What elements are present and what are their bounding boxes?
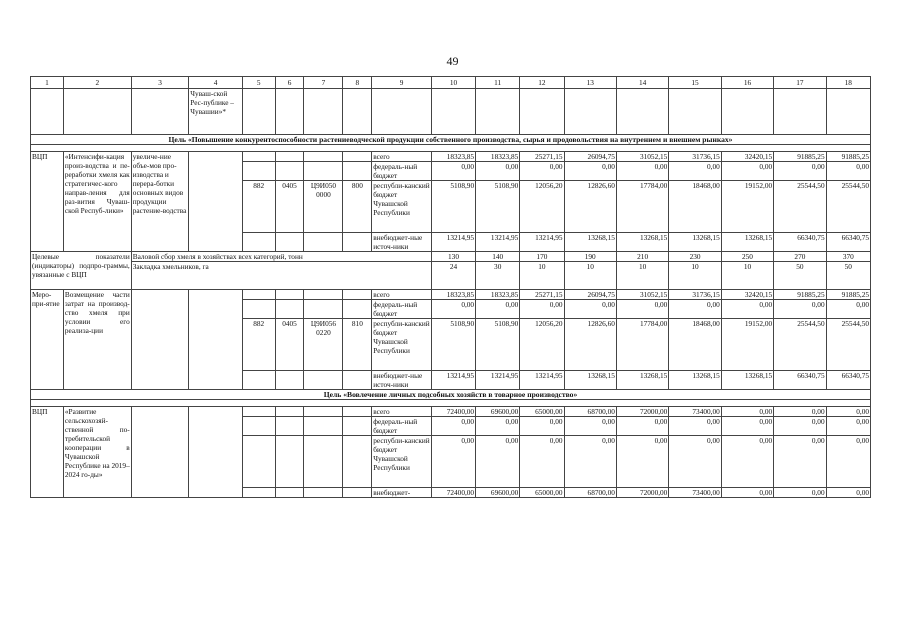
value-cell: 18468,00	[669, 181, 721, 233]
block1-result: увеличе-ние объе-мов про-изводства и перера-ботки основных видов продукции растение-водства	[131, 152, 189, 252]
value-cell: 13268,15	[564, 233, 616, 252]
value-cell: 18323,85	[431, 290, 475, 300]
value-cell: 13268,15	[616, 233, 668, 252]
source-label: федераль-ный бюджет	[372, 162, 432, 181]
value-cell: 0,00	[616, 162, 668, 181]
indicator-name: Закладка хмельников, га	[131, 262, 431, 290]
value-cell: 66340,75	[774, 233, 826, 252]
column-number-cell: 15	[669, 77, 721, 89]
column-number-cell: 1	[31, 77, 64, 89]
value-cell: 0,00	[616, 300, 668, 319]
value-cell: 0,00	[669, 436, 721, 488]
value-cell: 17784,00	[616, 319, 668, 371]
value-cell: 91885,25	[774, 152, 826, 162]
column-number-cell: 16	[721, 77, 773, 89]
value-cell: 0,00	[774, 162, 826, 181]
value-cell: 26094,75	[564, 152, 616, 162]
value-cell: 170	[520, 252, 564, 262]
value-cell: 0,00	[774, 300, 826, 319]
source-label: федераль-ный бюджет	[372, 417, 432, 436]
value-cell: 10	[721, 262, 773, 290]
value-cell: 30	[476, 262, 520, 290]
value-cell: 31736,15	[669, 152, 721, 162]
source-label: всего	[372, 152, 432, 162]
value-cell: 5108,90	[431, 319, 475, 371]
value-cell: 18323,85	[431, 152, 475, 162]
value-cell: 0,00	[616, 417, 668, 436]
indicator-row	[31, 262, 871, 290]
value-cell: 0,00	[616, 436, 668, 488]
column-number-cell: 11	[476, 77, 520, 89]
value-cell: 5108,90	[476, 319, 520, 371]
value-cell: 25544,50	[826, 181, 870, 233]
value-cell: 12826,60	[564, 181, 616, 233]
column-number-cell: 9	[372, 77, 432, 89]
column-number-cell: 8	[343, 77, 372, 89]
column-number-cell: 18	[826, 77, 870, 89]
value-cell: 0,00	[520, 162, 564, 181]
block3-row-total	[31, 407, 871, 417]
value-cell: 10	[669, 262, 721, 290]
value-cell: 12056,20	[520, 181, 564, 233]
value-cell: 13214,95	[476, 233, 520, 252]
value-cell: 13268,15	[564, 371, 616, 390]
value-cell: 0,00	[826, 436, 870, 488]
value-cell: 73400,00	[669, 488, 721, 498]
goal-row	[31, 135, 871, 145]
value-cell: 0,00	[520, 417, 564, 436]
value-cell: 12826,60	[564, 319, 616, 371]
value-cell: 24	[431, 262, 475, 290]
value-cell: 91885,25	[774, 290, 826, 300]
value-cell: 0,00	[520, 436, 564, 488]
source-label: федераль-ный бюджет	[372, 300, 432, 319]
value-cell: 50	[774, 262, 826, 290]
value-cell: 66340,75	[826, 371, 870, 390]
value-cell: 66340,75	[774, 371, 826, 390]
block3-type: ВЦП	[31, 407, 64, 498]
value-cell: 26094,75	[564, 290, 616, 300]
value-cell: 0,00	[476, 417, 520, 436]
value-cell: 250	[721, 252, 773, 262]
value-cell: 13214,95	[476, 371, 520, 390]
value-cell: 25544,50	[774, 181, 826, 233]
block2-type: Меро-при-ятие	[31, 290, 64, 390]
value-cell: 68700,00	[564, 488, 616, 498]
value-cell: 31736,15	[669, 290, 721, 300]
value-cell: 0,00	[826, 300, 870, 319]
value-cell: 0,00	[669, 162, 721, 181]
table-body	[31, 77, 871, 498]
source-label: республи-канский бюджет Чувашской Республики	[372, 319, 432, 371]
column-number-cell: 10	[431, 77, 475, 89]
indicator-name: Валовой сбор хмеля в хозяйствах всех категорий, тонн	[131, 252, 431, 262]
column-number-cell: 5	[242, 77, 275, 89]
value-cell: 25544,50	[774, 319, 826, 371]
value-cell: 72000,00	[616, 407, 668, 417]
csr-code: Ц9И056 0220	[304, 319, 343, 371]
value-cell: 0,00	[431, 300, 475, 319]
value-cell: 0,00	[476, 436, 520, 488]
column-number-cell: 3	[131, 77, 189, 89]
goal-heading-2: Цель «Вовлечение личных подсобных хозяйств в товарное производство»	[31, 390, 871, 400]
value-cell: 0,00	[564, 162, 616, 181]
value-cell: 68700,00	[564, 407, 616, 417]
value-cell: 0,00	[564, 436, 616, 488]
budget-table	[30, 76, 871, 498]
value-cell: 0,00	[774, 488, 826, 498]
value-cell: 0,00	[564, 300, 616, 319]
value-cell: 0,00	[476, 300, 520, 319]
value-cell: 91885,25	[826, 152, 870, 162]
goal-heading-1: Цель «Повышение конкурентоспособности растениеводческой продукции собственного производства, сырья и продовольствия на внутреннем и внешнем рынках»	[31, 135, 871, 145]
value-cell: 10	[520, 262, 564, 290]
value-cell: 72400,00	[431, 407, 475, 417]
value-cell: 0,00	[774, 407, 826, 417]
column-number-cell: 2	[63, 77, 131, 89]
value-cell: 210	[616, 252, 668, 262]
block1-name: «Интенсифи-кация произ-водства и пе-реработки хмеля как стратегичес-кого направ-ления для раз-вития Чуваш-ской Респуб-лики»	[63, 152, 131, 252]
block1-type: ВЦП	[31, 152, 64, 252]
value-cell: 31052,15	[616, 152, 668, 162]
vr-code: 810	[343, 319, 372, 371]
value-cell: 13268,15	[616, 371, 668, 390]
value-cell: 0,00	[721, 162, 773, 181]
value-cell: 13268,15	[669, 371, 721, 390]
value-cell: 13268,15	[721, 371, 773, 390]
page-number: 49	[446, 54, 459, 68]
column-number-row	[31, 77, 871, 89]
value-cell: 140	[476, 252, 520, 262]
value-cell: 0,00	[476, 162, 520, 181]
value-cell: 65000,00	[520, 407, 564, 417]
value-cell: 18468,00	[669, 319, 721, 371]
source-label: республи-канский бюджет Чувашской Республики	[372, 436, 432, 488]
source-label: всего	[372, 290, 432, 300]
column-number-cell: 7	[304, 77, 343, 89]
vr-code: 800	[343, 181, 372, 233]
value-cell: 31052,15	[616, 290, 668, 300]
value-cell: 0,00	[826, 162, 870, 181]
source-label: внебюджет-	[372, 488, 432, 498]
column-number-cell: 6	[275, 77, 304, 89]
csr-code: Ц9И050 0000	[304, 181, 343, 233]
value-cell: 13214,95	[431, 371, 475, 390]
value-cell: 50	[826, 262, 870, 290]
value-cell: 0,00	[826, 407, 870, 417]
value-cell: 0,00	[564, 417, 616, 436]
rz-code: 0405	[275, 319, 304, 371]
value-cell: 0,00	[721, 407, 773, 417]
value-cell: 66340,75	[826, 233, 870, 252]
value-cell: 13214,95	[520, 371, 564, 390]
block1-row-total	[31, 152, 871, 162]
value-cell: 0,00	[721, 300, 773, 319]
value-cell: 0,00	[826, 488, 870, 498]
value-cell: 69600,00	[476, 488, 520, 498]
value-cell: 0,00	[826, 417, 870, 436]
value-cell: 0,00	[721, 436, 773, 488]
source-label: республи-канский бюджет Чувашской Республики	[372, 181, 432, 233]
value-cell: 19152,00	[721, 319, 773, 371]
value-cell: 0,00	[721, 488, 773, 498]
grbs-code: 882	[242, 319, 275, 371]
value-cell: 25544,50	[826, 319, 870, 371]
source-label: всего	[372, 407, 432, 417]
block3-name: «Развитие сельскохозяй-ственной по-требительской кооперации в Чувашской Республике на 2019–2024 го-ды»	[63, 407, 131, 498]
value-cell: 0,00	[774, 417, 826, 436]
indicator-row	[31, 252, 871, 262]
value-cell: 270	[774, 252, 826, 262]
value-cell: 130	[431, 252, 475, 262]
value-cell: 0,00	[774, 436, 826, 488]
column-number-cell: 14	[616, 77, 668, 89]
indicators-label: Целевые показатели (индикаторы) подпро-граммы, увязанные с ВЦП	[31, 252, 132, 290]
value-cell: 18323,85	[476, 290, 520, 300]
source-label: внебюджет-ные источ-ники	[372, 371, 432, 390]
block2-name: Возмещение части затрат на производ-ство хмеля при условии его реализа-ции	[63, 290, 131, 390]
grbs-code: 882	[242, 181, 275, 233]
value-cell: 91885,25	[826, 290, 870, 300]
value-cell: 72000,00	[616, 488, 668, 498]
rz-code: 0405	[275, 181, 304, 233]
value-cell: 25271,15	[520, 152, 564, 162]
column-number-cell: 4	[189, 77, 242, 89]
spacer-row	[31, 145, 871, 152]
value-cell: 13268,15	[721, 233, 773, 252]
value-cell: 0,00	[520, 300, 564, 319]
value-cell: 0,00	[669, 417, 721, 436]
value-cell: 18323,85	[476, 152, 520, 162]
value-cell: 0,00	[431, 162, 475, 181]
continuation-row	[31, 89, 871, 135]
value-cell: 0,00	[721, 417, 773, 436]
value-cell: 32420,15	[721, 290, 773, 300]
column-number-cell: 17	[774, 77, 826, 89]
value-cell: 13214,95	[520, 233, 564, 252]
value-cell: 73400,00	[669, 407, 721, 417]
value-cell: 72400,00	[431, 488, 475, 498]
value-cell: 12056,20	[520, 319, 564, 371]
value-cell: 230	[669, 252, 721, 262]
value-cell: 69600,00	[476, 407, 520, 417]
goal-row	[31, 390, 871, 400]
value-cell: 190	[564, 252, 616, 262]
column-number-cell: 12	[520, 77, 564, 89]
value-cell: 370	[826, 252, 870, 262]
value-cell: 13214,95	[431, 233, 475, 252]
value-cell: 0,00	[669, 300, 721, 319]
value-cell: 13268,15	[669, 233, 721, 252]
source-label: внебюджет-ные источ-ники	[372, 233, 432, 252]
value-cell: 25271,15	[520, 290, 564, 300]
value-cell: 65000,00	[520, 488, 564, 498]
column-number-cell: 13	[564, 77, 616, 89]
continuation-cell: Чуваш-ской Рес-публике – Чувашии»*	[189, 89, 242, 135]
value-cell: 32420,15	[721, 152, 773, 162]
block2-row-total	[31, 290, 871, 300]
value-cell: 10	[616, 262, 668, 290]
value-cell: 17784,00	[616, 181, 668, 233]
value-cell: 19152,00	[721, 181, 773, 233]
value-cell: 5108,90	[476, 181, 520, 233]
value-cell: 10	[564, 262, 616, 290]
spacer-row	[31, 400, 871, 407]
value-cell: 0,00	[431, 417, 475, 436]
value-cell: 5108,90	[431, 181, 475, 233]
value-cell: 0,00	[431, 436, 475, 488]
